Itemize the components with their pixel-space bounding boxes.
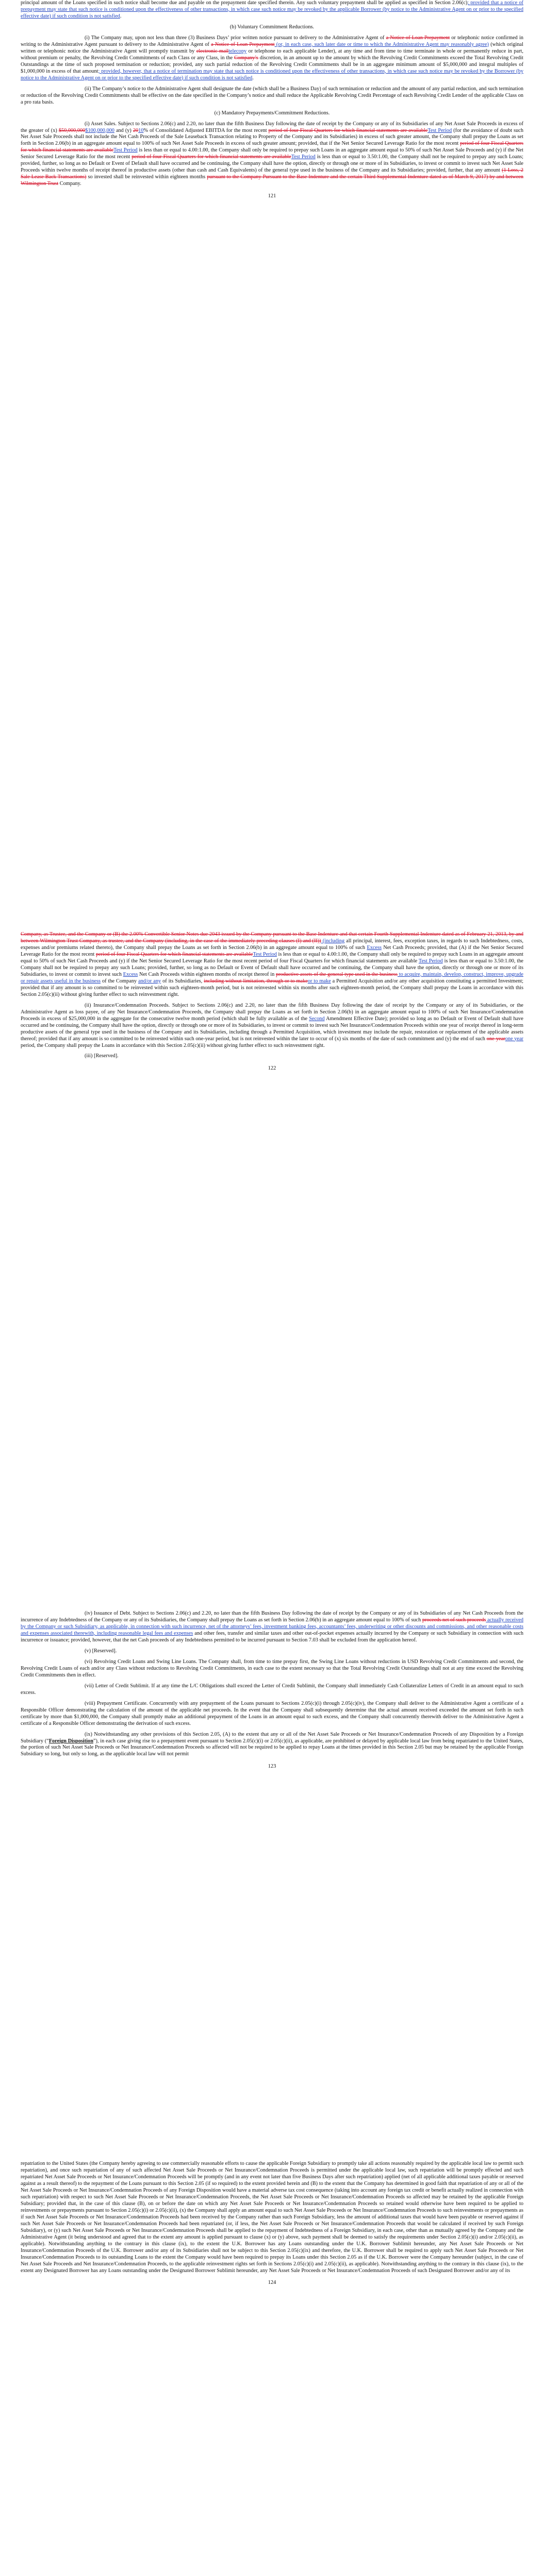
- inserted-text: Test Period: [427, 127, 452, 133]
- paragraph: (ii) The Company’s notice to the Administrative Agent shall designate the date (which shall be a Business Day) of such termination or reduction and the amount of any partial reduction, and such termination or reduction of the Revolving Credit Commitments shall be effective on the date specified in the Company’s notice and shall reduce the Applicable Revolving Credit Percentage of each Revolving Credit Lender of the applicable Class on a pro rata basis.: [21, 86, 523, 105]
- paragraph: (v) [Reserved].: [85, 1648, 117, 1654]
- deleted-text: proceeds net of such proceeds: [422, 1617, 486, 1623]
- deleted-text: $50,000,000: [58, 127, 86, 133]
- paragraph: (vii) Letter of Credit Sublimit. If at any time the L/C Obligations shall exceed the Letter of Credit Sublimit, the Company shall immediately Cash Collateralize Letters of Credit in an amount equal to such excess.: [21, 1683, 523, 1696]
- inserted-text: (including: [321, 938, 345, 944]
- inserted-text: ; provided, however, that a notice of termination may state that such notice is conditioned upon the effectiveness of other transactions, in which case such notice may be revoked by the Borrower (by notice to the Administrative Agent on or prior to the specified effective date) if such condition is not satisfied: [21, 68, 524, 81]
- page-number: 122: [268, 1065, 276, 1072]
- page-number: 121: [268, 193, 276, 199]
- deleted-text: period of four Fiscal Quarters for which financial statements are available: [21, 141, 523, 154]
- inserted-text: 10: [138, 127, 144, 133]
- section-heading-b: (b) Voluntary Commitment Reductions.: [229, 24, 315, 30]
- inserted-text: Excess: [123, 971, 138, 977]
- deleted-text: including without limitation, through or to make: [204, 978, 308, 984]
- inserted-text: Test Period: [253, 951, 277, 957]
- defined-term: Foreign Disposition: [48, 1738, 93, 1744]
- paragraph: (ix) Notwithstanding any other provisions of this Section 2.05, (A) to the extent that any or all of the Net Asset Sale Proceeds or Net Insurance/Condemnation Proceeds of any Disposition by a Foreign Subsidiary (“Foreign Disposition”), in each case giving rise to a prepayment event pursuant to Section 2.05(c)(i) or 2.05(c)(ii), as applicable, are prohibited or delayed by applicable local law from being repatriated to the United States, the portion of such Net Asset Sale Proceeds or Net Insurance/Condemnation Proceeds so affected will not be required to be applied to repay Loans at the times provided in this Section 2.05 but may be retained by the applicable Foreign Subsidiary so long, but only so long, as the applicable local law will not permit: [21, 1731, 523, 1757]
- paragraph: (iv) Issuance of Debt. Subject to Sections 2.06(c) and 2.20, no later than the fifth Business Day following the date of receipt by the Company or any of its Subsidiaries of any Net Cash Proceeds from the incurrence of any Indebtedness of the Company or any of its Subsidiaries, the Company shall prepay the Loans as set forth in Section 2.06(b) in an aggregate amount equal to 100% of such proceeds net of such proceeds actually received by the Company or such Subsidiary, as applicable, in connection with such incurrence, net of the attorneys’ fees, investment banking fees, accountants’ fees, underwriting or other discounts and commissions, and other reasonable costs and expenses associated therewith, including reasonable legal fees and expenses and other fees, transfer and similar taxes and other out-of-pocket expenses actually incurred by the Company or such Subsidiary in connection with such incurrence or issuance; provided, however, that the net Cash proceeds of any Indebtedness permitted to be incurred pursuant to Section 7.03 shall be excluded from the application hereof.: [21, 1611, 524, 1643]
- deleted-text: period of four Fiscal Quarters for which financial statements are available: [95, 951, 253, 957]
- inserted-text: ; provided that a notice of prepayment may state that such notice is conditioned upon the effectiveness of other transactions, in which case such notice may be revoked by the applicable Borrower (by notice to the Administrative Agent on or prior to the specified effective date) if such condition is not satisfied: [21, 0, 523, 19]
- inserted-text: to acquire, maintain, develop, construct, improve, upgrade or repair assets useful in the business: [21, 971, 523, 984]
- paragraph: (i) Asset Sales. Subject to Sections 2.06(c) and 2.20, no later than the fifth Business Day following the date of receipt by the Company or any of its Subsidiaries of any Net Asset Sale Proceeds in excess of the greater of (x) $50,000,000$100,000,000 and (y) 2010% of Consolidated Adjusted EBITDA for the most recent period of four Fiscal Quarters for which financial statements are availableTest Period (for the avoidance of doubt such Net Asset Sale Proceeds shall not include the Net Cash Proceeds of the Sale Leaseback Transaction relating to Property of the Company and its Subsidiaries) in excess of such greater amount, the Company shall prepay the Loans as set forth in Section 2.06(b) in an aggregate amount equal to 100% of such Net Asset Sale Proceeds in excess of such greater amount; provided, that if the Net Senior Secured Leverage Ratio for the most recent period of four Fiscal Quarters for which financial statements are availableTest Period is less than or equal to 4.00:1.00, the Company shall only be required to prepay such Loans in an aggregate amount equal to 50% of such Net Asset Sale Proceeds and (y) if the Net Senior Secured Leverage Ratio for the most recent period of four Fiscal Quarters for which financial statements are availableTest Period is less than or equal to 3.50:1.00, the Company shall not be required to prepay any such Loans; provided, further, so long as no Default or Event of Default shall have occurred and be continuing, the Company shall have the option, directly or through one or more of its Subsidiaries, to invest or commit to invest such Net Asset Sale Proceeds within twelve months of receipt thereof in productive assets (other than cash and Cash Equivalents) of the general type used in the business of the Company and its Subsidiaries; provided, further, that any amount (1 Loss, 2 Sale Lease Back Transactions) so invested shall be reinvested within eighteen months pursuant to the Company Pursuant to the Base Indenture and the certain Third Supplemental Indenture dated as of March 9, 2017) by and between Wilmington Trust Company.: [21, 121, 524, 187]
- inserted-text: and/or any: [138, 978, 161, 984]
- page-number: 124: [268, 2280, 276, 2286]
- deleted-text: a Notice of Loan Prepayment: [386, 35, 450, 41]
- deleted-text: period of four Fiscal Quarters for which financial statements are available: [131, 154, 291, 160]
- inserted-text: Second: [309, 1015, 325, 1022]
- deleted-text: pursuant to the Company Pursuant to the Base Indenture and the certain Third Supplemental Indenture dated as of March 9, 2017) by and between Wilmington Trust: [21, 174, 524, 187]
- inserted-text: $100,000,000: [85, 127, 114, 133]
- document-page-123: [0, 1410, 544, 2110]
- paragraph: (iii) [Reserved].: [85, 1053, 119, 1059]
- paragraph: (ii) Insurance/Condemnation Proceeds. Subject to Sections 2.06(c) and 2.20, no later than the fifth Business Day following the date of receipt by the Company or any of its Subsidiaries, or the Administrative Agent as loss payee, of any Net Insurance/Condemnation Proceeds, the Company shall prepay the Loans as set forth in Section 2.06(b) in an aggregate amount equal to 100% of such Net Insurance/Condemnation Proceeds in excess of $25,000,000 in the aggregate for the consecutive twelve month period (which shall be fully available as of the Second Amendment Effective Date); provided so long as no Default or Event of Default shall have occurred and be continuing, the Company shall have the option, directly or through one or more of its Subsidiaries, to invest or commit to invest such Net Insurance/Condemnation Proceeds within one year of receipt thereof in long-term productive assets of the general type used in the business of the Company and its Subsidiaries, including through a Permitted Acquisition, which investment may include the repair, restoration or replacement of the applicable assets thereof; provided that if any amount is so committed to be reinvested within such one-year period, but is not reinvested within the later to occur of (x) six months of the date of such commitment and (y) the end of such one-yearone year period, the Company shall prepay the Loans in accordance with this Section 2.05(c)(ii) without giving further effect to such reinvestment right.: [21, 1002, 523, 1048]
- paragraph: repatriation to the United States (the Company hereby agreeing to use commercially reasonable efforts to cause the applicable Foreign Subsidiary to promptly take all actions reasonably required by the applicable local law to permit such repatriation), and once such repatriation of any of such affected Net Asset Sale Proceeds or Net Insurance/Condemnation Proceeds is permitted under the applicable local law, such repatriation will be promptly effected and such repatriated Net Asset Sale Proceeds or Net Insurance/Condemnation Proceeds will be promptly (and in any event not later than five Business Days after such repatriation) applied (net of all applicable additional taxes payable or reserved against as a result thereof) to the repayment of the Loans pursuant to this Section 2.05 (if so required) to the extent provided herein and (B) to the extent that the Company has determined in good faith that repatriation of any or all of the Net Asset Sale Proceeds or Net Insurance/Condemnation Proceeds of any Foreign Disposition would have a material adverse tax cost consequence (taking into account any foreign tax credit or benefit actually realized in connection with such repatriation) with respect to such Net Asset Sale Proceeds or Net Insurance/Condemnation Proceeds, the Net Asset Sale Proceeds or Net Insurance/Condemnation Proceeds so affected may be retained by the applicable Foreign Subsidiary; provided that, in the case of this clause (B), on or before the date on which any Net Asset Sale Proceeds or Net Insurance/Condemnation Proceeds so retained would otherwise have been required to be applied to reinvestments or prepayments pursuant to Section 2.05(c)(i) or 2.05(c)(ii), (x) the Company shall apply an amount equal to such Net Asset Sale Proceeds or Net Insurance/Condemnation Proceeds to such reinvestments or prepayments as if such Net Asset Sale Proceeds or Net Insurance/Condemnation Proceeds had been received by the Company rather than such Foreign Subsidiary, less the amount of additional taxes that would have been payable or reserved against if such Net Asset Sale Proceeds or Net Insurance/Condemnation Proceeds had been repatriated (or, if less, the Net Asset Sale Proceeds or Net Insurance/Condemnation Proceeds that would be calculated if received by such Foreign Subsidiary), or (y) such Net Asset Sale Proceeds or Net Insurance/Condemnation Proceeds shall be applied to the repayment of Indebtedness of a Foreign Subsidiary, in each case, other than as mutually agreed by the Company and the Administrative Agent (it being understood and agreed that to the extent any amount is applied pursuant to clause (x) or (y) above, such payment shall be deemed to satisfy the requirements under Section 2.05(c)(i) and/or 2.05(c)(ii), as applicable). Notwithstanding anything to the contrary in this clause (ix), to the extent the U.K. Borrower has any Loans outstanding under the U.K. Borrower Sublimit hereunder, any Net Asset Sale Proceeds or Net Insurance/Condemnation Proceeds of the U.K. Borrower and/or any of its Subsidiaries shall not be subject to this Section 2.05(c)(ix) and therefore, the U.K. Borrower shall be required to apply such Net Asset Sale Proceeds or Net Insurance/Condemnation Proceeds to its outstanding Loans to the extent the Company would have been required to prepay its Loans under this Section 2.05 as if the U.K. Borrower were the Company hereunder (subject, in the case of Net Asset Sale Proceeds and Net Insurance/Condemnation Proceeds, to the applicable reinvestment rights set forth in Sections 2.05(c)(i) and 2.05(c)(ii), as applicable). Notwithstanding anything to the contrary in this clause (ix), to the extent any Designated Borrower has any Loans outstanding under the Designated Borrower Sublimit hereunder, any Net Asset Sale Proceeds or Net Insurance/Condemnation Proceeds of such Designated Borrower and/or any of its: [21, 2161, 523, 2274]
- inserted-text: telecopy: [228, 48, 247, 54]
- document-page-124: [0, 2114, 544, 2576]
- inserted-text: Test Period: [418, 958, 443, 964]
- inserted-text: Test Period: [291, 154, 316, 160]
- paragraph: (vi) Revolving Credit Loans and Swing Line Loans. The Company shall, from time to time prepay first, the Swing Line Loans without reductions in USD Revolving Credit Commitments and second, the Revolving Credit Loans of each and/or any Class without reductions to Revolving Credit Commitments, in each case to the extent necessary so that the Total Revolving Credit Outstandings shall not at any time exceed the Revolving Credit Commitments then in effect.: [21, 1658, 523, 1678]
- deleted-text: period of four Fiscal Quarters for which financial statements are available: [268, 127, 428, 133]
- deleted-text: productive assets of the general type used in the business: [276, 971, 398, 977]
- page-number: 123: [268, 1764, 276, 1770]
- inserted-text: Excess: [367, 944, 382, 951]
- paragraph: principal amount of the Loans specified in such notice shall become due and payable on the prepayment date specified therein. Any such voluntary prepayment shall be applied as specified in Section 2.06(c); provided that a notice of prepayment may state that such notice is conditioned upon the effectiveness of other transactions, in which case such notice may be revoked by the applicable Borrower (by notice to the Administrative Agent on or prior to the specified effective date) if such condition is not satisfied.: [21, 0, 523, 19]
- document-page-121: [0, 0, 544, 701]
- paragraph: Company, as Trustee, and the Company or (B) the 2.00% Convertible Senior Notes due 2043 issued by the Company pursuant to the Base Indenture and that certain Fourth Supplemental Indenture dated as of February 21, 2013, by and between Wilmington Trust Company, as trustee, and the Company (including, in the case of the immediately preceding clauses (I) and (II)) (including all principal, interest, fees, exception taxes, in regards to such Indebtedness, costs, expenses and/or premiums related thereto), the Company shall prepay the Loans as set forth in Section 2.06(b) in an aggregate amount equal to 100% of such Excess Net Cash Proceeds; provided, that (A) if the Net Senior Secured Leverage Ratio for the most recent period of four Fiscal Quarters for which financial statements are availableTest Period is less than or equal to 4.00:1.00, the Company shall only be required to prepay such Loans in an aggregate amount equal to 50% of such Net Cash Proceeds and (y) if the Net Senior Secured Leverage Ratio for the most recent period of four Fiscal Quarters for which financial statements are available Test Period is less than or equal to 3.50:1.00, the Company shall not be required to prepay any such Loans; provided, further, so long as no Default or Event of Default shall have occurred and be continuing, the Company shall have the option, directly or through one or more of its Subsidiaries, to invest or commit to invest such Excess Net Cash Proceeds within eighteen months of receipt thereof in productive assets of the general type used in the business to acquire, maintain, develop, construct, improve, upgrade or repair assets useful in the business of the Company and/or any of its Subsidiaries, including without limitation, through or to makeor to make a Permitted Acquisition and/or any other acquisition constituting a permitted Investment; provided that if any amount is so committed to be reinvested within such eighteen-month period, but is not reinvested within six months after such eighteen-month period, the Company shall prepay the Loans in accordance with this Section 2.05(c)(ii) without giving further effect to such reinvestment right.: [21, 931, 524, 997]
- paragraph: (i) The Company may, upon not less than three (3) Business Days’ prior written notice pursuant to delivery to the Administrative Agent of a Notice of Loan Prepayment or telephonic notice confirmed in writing to the Administrative Agent pursuant to delivery to the Administrative Agent of a Notice of Loan Prepayment (or, in each case, such later date or time to which the Administrative Agent may reasonably agree) (which original written or telephonic notice the Administrative Agent will promptly transmit by electronic mailtelecopy or telephone to each applicable Lender), at any time and from time to time terminate in whole or permanently reduce in part, without premium or penalty, the Revolving Credit Commitments of each Class or any Class, in the Company’s discretion, in an amount up to the amount by which the Revolving Credit Commitments exceed the Total Revolving Credit Outstandings at the time of such proposed termination or reduction; provided, any such partial reduction of the Revolving Credit Commitments shall be in an aggregate minimum amount of $5,000,000 and integral multiples of $1,000,000 in excess of that amount; provided, however, that a notice of termination may state that such notice is conditioned upon the effectiveness of other transactions, in which case such notice may be revoked by the Borrower (by notice to the Administrative Agent on or prior to the specified effective date) if such condition is not satisfied.: [21, 35, 524, 81]
- deleted-text: a Notice of Loan Prepayment: [211, 41, 275, 47]
- deleted-text: Company, as Trustee, and the Company or (B) the 2.00% Convertible Senior Notes due 2043 issued by the Company pursuant to the Base Indenture and that certain Fourth Supplemental Indenture dated as of February 21, 2013, by and between Wilmington Trust Company, as trustee, and the Company (including, in the case of the immediately preceding clauses (I) and (II)): [21, 931, 523, 944]
- inserted-text: Test Period: [113, 147, 138, 154]
- inserted-text: one year: [505, 1036, 523, 1042]
- document-page-122: [0, 705, 544, 1405]
- inserted-text: actually received by the Company or such Subsidiary, as applicable, in connection with such incurrence, net of the attorneys’ fees, investment banking fees, accountants’ fees, underwriting or other discounts and commissions, and other reasonable costs and expenses associated therewith, including reasonable legal fees and expenses: [21, 1617, 524, 1636]
- deleted-text: one-year: [486, 1036, 505, 1042]
- deleted-text: electronic mail: [196, 48, 229, 54]
- deleted-text: Company’s: [234, 55, 258, 61]
- deleted-text: 20: [133, 127, 139, 133]
- inserted-text: or to make: [307, 978, 331, 984]
- deleted-text: (1 Loss, 2 Sale Lease Back Transactions): [21, 167, 523, 180]
- inserted-text: (or, in each case, such later date or time to which the Administrative Agent may reasonably agree): [274, 41, 489, 47]
- section-heading-c: (c) Mandatory Prepayments/Commitment Reductions.: [214, 110, 330, 116]
- paragraph: (viii) Prepayment Certificate. Concurrently with any prepayment of the Loans pursuant to Sections 2.05(c)(i) through 2.05(c)(iv), the Company shall deliver to the Administrative Agent a certificate of a Responsible Officer demonstrating the calculation of the amount of the applicable net proceeds. In the event that the Company shall subsequently determine that the actual amount received exceeded the amount set forth in such certificate by more than $1,000,000, the Company shall promptly make an additional prepayment of the Loans in an amount equal to such excess, and the Company shall concurrently therewith deliver to the Administrative Agent a certificate of a Responsible Officer demonstrating the derivation of such excess.: [21, 1700, 523, 1726]
